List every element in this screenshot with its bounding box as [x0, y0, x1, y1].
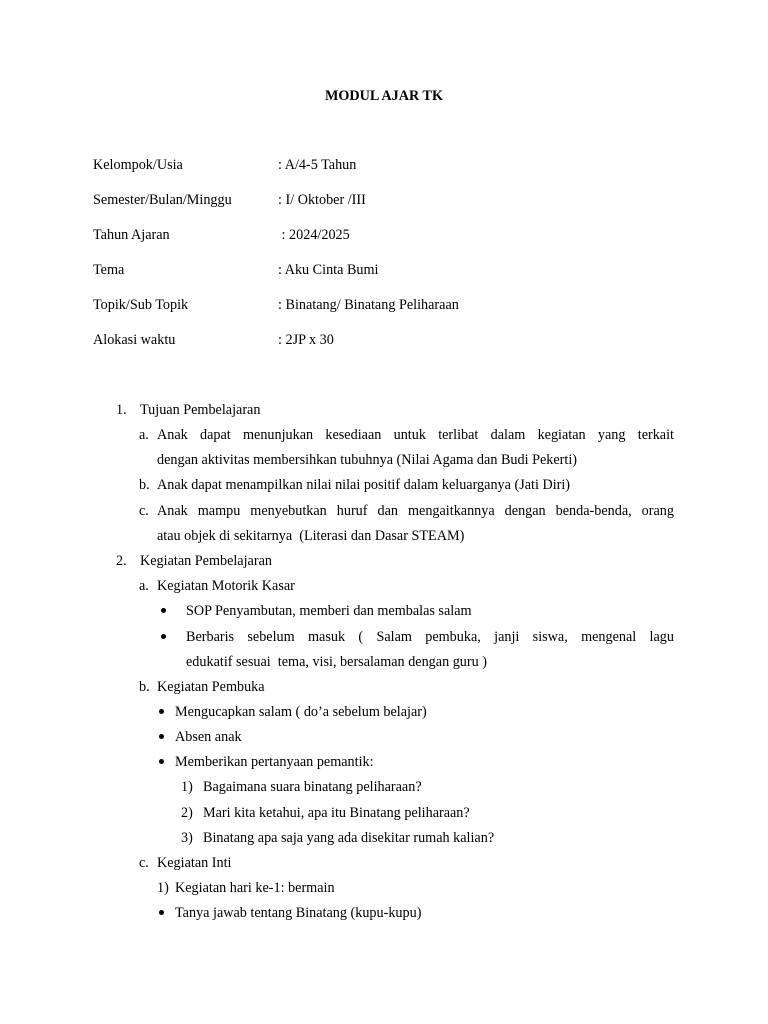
bullet-icon — [159, 734, 164, 739]
subsection-heading: Kegiatan Pembuka — [157, 679, 265, 695]
list-marker: b. — [139, 679, 150, 695]
list-marker: a. — [139, 578, 149, 594]
list-marker: c. — [139, 855, 149, 871]
identity-value: : 2024/2025 — [278, 227, 350, 243]
section-heading: Kegiatan Pembelajaran — [140, 553, 272, 569]
bullet-item-text: Mengucapkan salam ( do’a sebelum belajar) — [175, 704, 427, 720]
bullet-icon — [161, 634, 166, 639]
list-item-text-continued: dengan aktivitas membersihkan tubuhnya (Nilai Agama dan Budi Pekerti) — [157, 452, 578, 468]
question-text: Bagaimana suara binatang peliharaan? — [203, 779, 422, 795]
list-item-text: Anak dapat menampilkan nilai nilai positif dalam keluarganya (Jati Diri) — [157, 477, 571, 493]
subsection-heading: Kegiatan Inti — [157, 855, 232, 871]
list-item-text: Anak mampu menyebutkan huruf dan mengaitkannya dengan benda-benda, orang — [157, 503, 674, 519]
identity-label: Topik/Sub Topik — [93, 297, 189, 313]
bullet-item-text-continued: edukatif sesuai tema, visi, bersalaman dengan guru ) — [186, 654, 487, 670]
identity-value: : Aku Cinta Bumi — [278, 262, 379, 278]
list-marker: a. — [139, 427, 149, 443]
list-item-text: Anak dapat menunjukan kesediaan untuk terlibat dalam kegiatan yang terkait — [157, 427, 674, 443]
identity-value: : Binatang/ Binatang Peliharaan — [278, 297, 459, 313]
identity-label: Semester/Bulan/Minggu — [93, 192, 232, 208]
list-marker: b. — [139, 477, 150, 493]
day-marker: 1) — [157, 880, 169, 896]
document-title: MODUL AJAR TK — [325, 88, 443, 104]
question-text: Mari kita ketahui, apa itu Binatang peliharaan? — [203, 805, 470, 821]
bullet-icon — [159, 910, 164, 915]
identity-value: : 2JP x 30 — [278, 332, 334, 348]
bullet-item-text: Berbaris sebelum masuk ( Salam pembuka, janji siswa, mengenal lagu — [186, 629, 674, 645]
bullet-item-text: Memberikan pertanyaan pemantik: — [175, 754, 374, 770]
identity-value: : A/4-5 Tahun — [278, 157, 357, 173]
day-heading: Kegiatan hari ke-1: bermain — [175, 880, 335, 896]
question-marker: 2) — [181, 805, 193, 821]
bullet-icon — [159, 759, 164, 764]
identity-value: : I/ Oktober /III — [278, 192, 366, 208]
question-marker: 1) — [181, 779, 193, 795]
question-text: Binatang apa saja yang ada disekitar rumah kalian? — [203, 830, 495, 846]
bullet-item-text: Absen anak — [175, 729, 242, 745]
identity-label: Tahun Ajaran — [93, 227, 170, 243]
list-item-text-continued: atau objek di sekitarnya (Literasi dan Dasar STEAM) — [157, 528, 465, 544]
section-heading: Tujuan Pembelajaran — [140, 402, 261, 418]
identity-label: Alokasi waktu — [93, 332, 176, 348]
bullet-item-text: SOP Penyambutan, memberi dan membalas salam — [186, 603, 472, 619]
bullet-icon — [161, 608, 166, 613]
section-number: 1. — [116, 402, 127, 418]
identity-label: Tema — [93, 262, 125, 278]
list-marker: c. — [139, 503, 149, 519]
bullet-item-text: Tanya jawab tentang Binatang (kupu-kupu) — [175, 905, 422, 921]
subsection-heading: Kegiatan Motorik Kasar — [157, 578, 295, 594]
identity-label: Kelompok/Usia — [93, 157, 183, 173]
bullet-icon — [159, 709, 164, 714]
section-number: 2. — [116, 553, 127, 569]
question-marker: 3) — [181, 830, 193, 846]
